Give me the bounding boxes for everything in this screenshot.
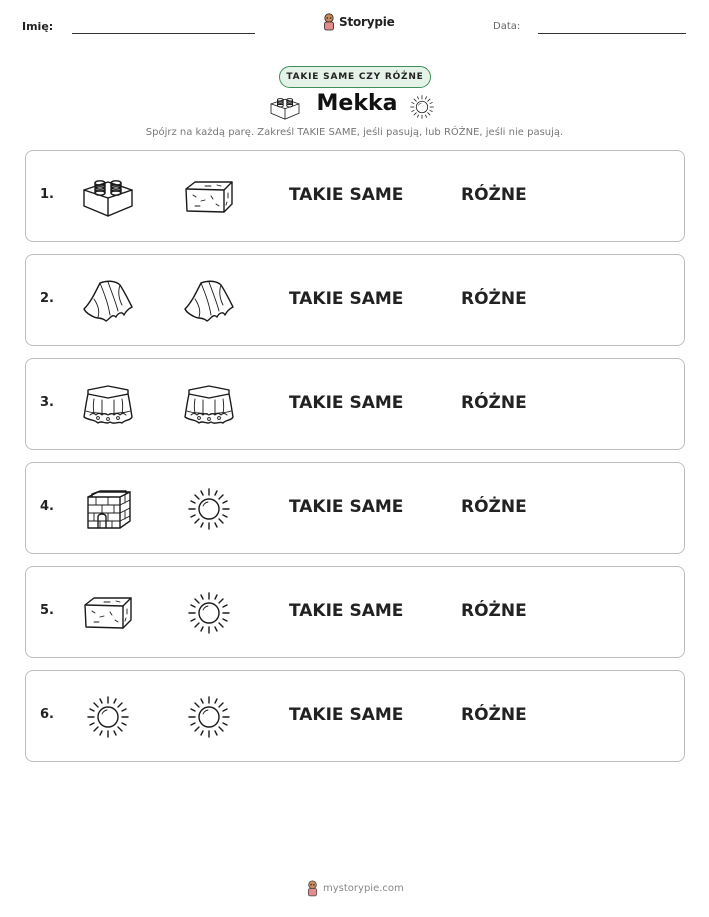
instructions: Spójrz na każdą parę. Zakreśl TAKIE SAME, jeśli pasują, lub RÓŻNE, jeśli nie pasują. (145, 127, 564, 138)
exercise-row-1 (25, 150, 685, 242)
exercise-row-5 (25, 566, 685, 658)
title-row (268, 91, 442, 125)
row-number: 1. (40, 187, 54, 202)
different-option[interactable]: RÓŻNE (461, 185, 527, 205)
same-option[interactable]: TAKIE SAME (289, 289, 404, 309)
same-option[interactable]: TAKIE SAME (289, 705, 404, 725)
different-option[interactable]: RÓŻNE (461, 393, 527, 413)
row-number: 3. (40, 395, 54, 410)
page-title: Mekka (316, 91, 398, 116)
covered-kaaba-icon (181, 381, 237, 429)
name-field-line[interactable] (72, 33, 255, 34)
lego-brick-icon (80, 173, 136, 221)
sun-icon (181, 589, 237, 637)
different-option[interactable]: RÓŻNE (461, 705, 527, 725)
sun-icon (80, 693, 136, 741)
exercise-row-6 (25, 670, 685, 762)
same-option[interactable]: TAKIE SAME (289, 393, 404, 413)
different-option[interactable]: RÓŻNE (461, 497, 527, 517)
same-option[interactable]: TAKIE SAME (289, 601, 404, 621)
different-option[interactable]: RÓŻNE (461, 289, 527, 309)
date-field-line[interactable] (538, 33, 686, 34)
worksheet-type-badge: TAKIE SAME CZY RÓŻNE (279, 66, 431, 88)
exercise-row-2 (25, 254, 685, 346)
row-number: 5. (40, 603, 54, 618)
exercise-row-3 (25, 358, 685, 450)
same-option[interactable]: TAKIE SAME (289, 497, 404, 517)
storypie-mascot-icon (322, 13, 336, 31)
brand-logo (322, 12, 395, 32)
brand-name: Storypie (339, 15, 395, 29)
covered-kaaba-icon (80, 381, 136, 429)
cloth-icon (181, 277, 237, 325)
footer-url[interactable]: mystorypie.com (323, 882, 404, 894)
lego-brick-icon (268, 94, 302, 122)
row-number: 4. (40, 499, 54, 514)
cloth-icon (80, 277, 136, 325)
stone-block-icon (80, 589, 136, 637)
sun-icon (406, 92, 438, 122)
stone-block-icon (181, 173, 237, 221)
sun-icon (181, 693, 237, 741)
sun-icon (181, 485, 237, 533)
footer (306, 878, 404, 898)
name-label: Imię: (22, 20, 54, 33)
different-option[interactable]: RÓŻNE (461, 601, 527, 621)
stone-building-icon (80, 485, 136, 533)
exercise-row-4 (25, 462, 685, 554)
row-number: 2. (40, 291, 54, 306)
same-option[interactable]: TAKIE SAME (289, 185, 404, 205)
row-number: 6. (40, 707, 54, 722)
worksheet-header (0, 0, 709, 50)
storypie-mascot-icon (306, 880, 319, 897)
date-label: Data: (493, 21, 521, 32)
